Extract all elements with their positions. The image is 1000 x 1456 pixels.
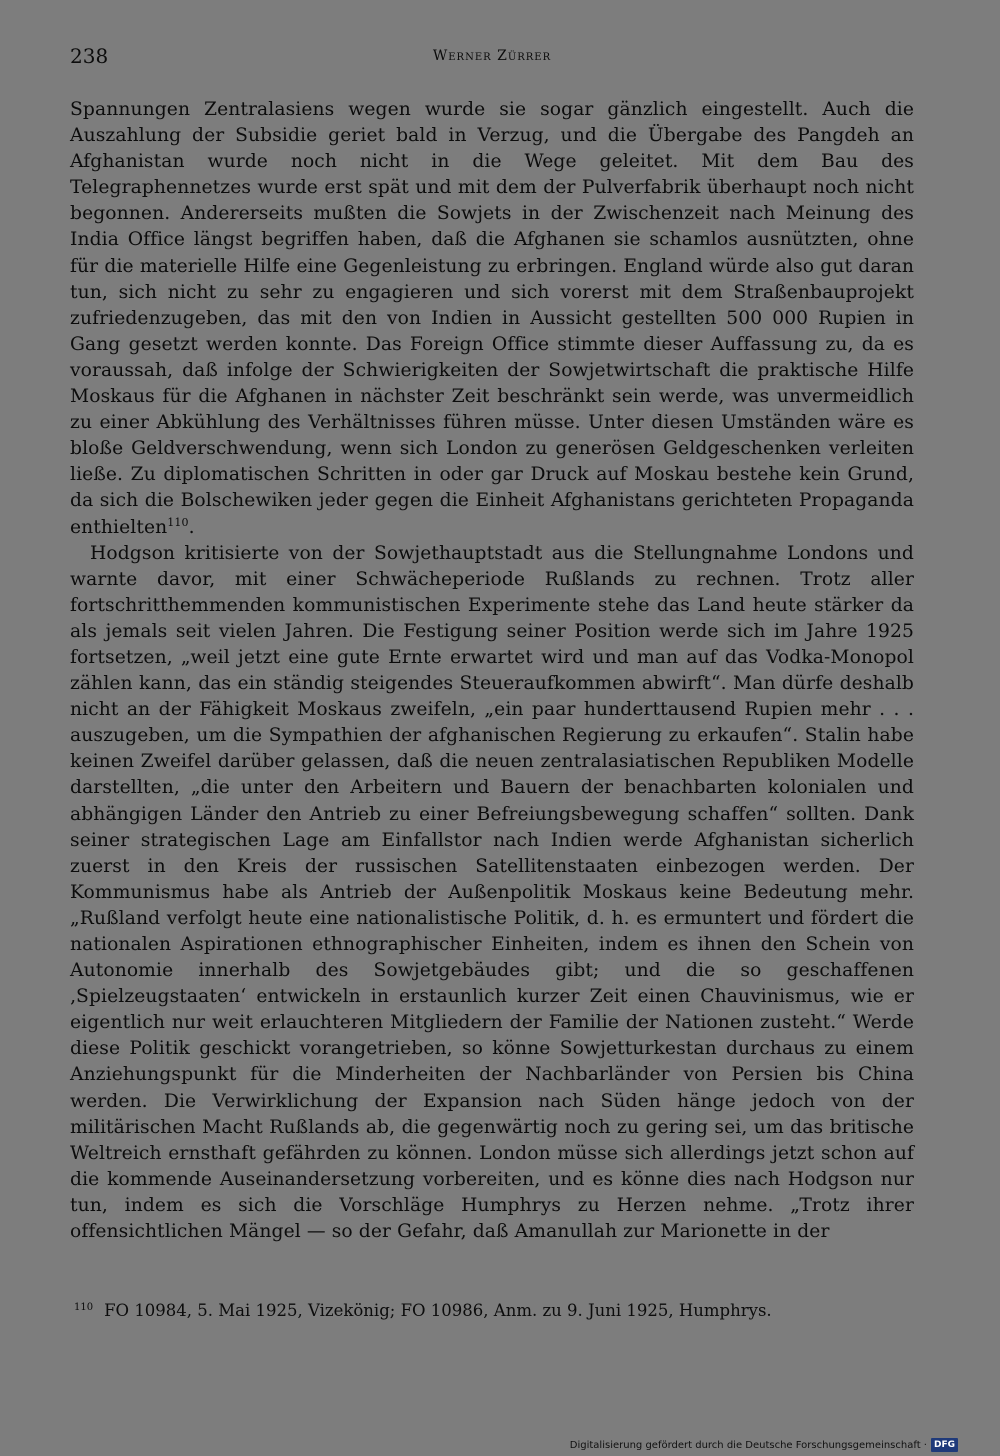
digitization-credit: [570, 1438, 958, 1452]
footnote-marker: 110: [74, 1302, 94, 1313]
paragraph-1: [70, 97, 914, 541]
running-head: Werner Zürrer: [432, 48, 552, 64]
body-text: [70, 97, 914, 1245]
page-header: [70, 44, 914, 74]
footnote-text: FO 10984, 5. Mai 1925, Vizekönig; FO 10986, Anm. zu 9. Juni 1925, Humphrys.: [104, 1301, 772, 1320]
footnote: [74, 1301, 914, 1320]
paragraph-1-text: Spannungen Zentralasiens wegen wurde sie sogar gänzlich eingestellt. Auch die Auszahlung der Subsidie geriet bald in Verzug, und die Übergabe des Pangdeh an Afghanistan wurde noch nicht in die Wege geleitet. Mit dem Bau des Telegraphennetzes wurde erst spät und mit dem der Pulverfabrik überhaupt noch nicht begonnen. Andererseits mußten die Sowjets in der Zwischenzeit nach Meinung des India Office längst begriffen haben, daß die Afghanen sie schamlos ausnützten, ohne für die materielle Hilfe eine Gegenleistung zu erbringen. England würde also gut daran tun, sich nicht zu sehr zu engagieren und sich vorerst mit dem Straßenbauprojekt zufriedenzugeben, das mit den von Indien in Aussicht gestellten 500 000 Rupien in Gang gesetzt werden konnte. Das Foreign Office stimmte dieser Auffassung zu, da es voraussah, daß infolge der Schwierigkeiten der Sowjetwirtschaft die praktische Hilfe Moskaus für die Afghanen in nächster Zeit beschränkt sein werde, was unvermeidlich zu einer Abkühlung des Verhältnisses führen müsse. Unter diesen Umständen wäre es bloße Geldverschwendung, wenn sich London zu generösen Geldgeschenken verleiten ließe. Zu diplomatischen Schritten in oder gar Druck auf Moskau bestehe kein Grund, da sich die Bolschewiken jeder gegen die Einheit Afghanistans gerichteten Propaganda enthielten: [70, 99, 914, 538]
footnote-reference[interactable]: 110: [167, 515, 189, 529]
page-number: 238: [70, 44, 109, 68]
paragraph-2: Hodgson kritisierte von der Sowjethauptstadt aus die Stellungnahme Londons und warnte davor, mit einer Schwächeperiode Rußlands zu rechnen. Trotz aller fortschritthemmenden kommunistischen Experimente stehe das Land heute stärker da als jemals seit vielen Jahren. Die Festigung seiner Position werde sich im Jahre 1925 fortsetzen, „weil jetzt eine gute Ernte erwartet wird und man auf das Vodka-Monopol zählen kann, das ein ständig steigendes Steueraufkommen abwirft“. Man dürfe deshalb nicht an der Fähigkeit Moskaus zweifeln, „ein paar hunderttausend Rupien mehr . . . auszugeben, um die Sympathien der afghanischen Regierung zu erkaufen“. Stalin habe keinen Zweifel darüber gelassen, daß die neuen zentralasiatischen Republiken Modelle darstellten, „die unter den Arbeitern und Bauern der benachbarten kolonialen und abhängigen Länder den Antrieb zu einer Befreiungsbewegung schaffen“ sollten. Dank seiner strategischen Lage am Einfallstor nach Indien werde Afghanistan sicherlich zuerst in den Kreis der russischen Satellitenstaaten einbezogen werden. Der Kommunismus habe als Antrieb der Außenpolitik Moskaus keine Bedeutung mehr. „Rußland verfolgt heute eine nationalistische Politik, d. h. es ermuntert und fördert die nationalen Aspirationen ethnographischer Einheiten, indem es ihnen den Schein von Autonomie innerhalb des Sowjetgebäudes gibt; und die so geschaffenen ‚Spielzeugstaaten‘ entwickeln in erstaunlich kurzer Zeit einen Chauvinismus, wie er eigentlich nur weit erlauchteren Mitgliedern der Familie der Nationen zusteht.“ Werde diese Politik geschickt vorangetrieben, so könne Sowjetturkestan durchaus zu einem Anziehungspunkt für die Minderheiten der Nachbarländer von Persien bis China werden. Die Verwirklichung der Expansion nach Süden hänge jedoch von der militärischen Macht Rußlands ab, die gegenwärtig noch zu gering sei, um das britische Weltreich ernsthaft gefährden zu können. London müsse sich allerdings jetzt schon auf die kommende Auseinandersetzung vorbereiten, und es könne dies nach Hodgson nur tun, indem es sich die Vorschläge Humphrys zu Herzen nehme. „Trotz ihrer offensichtlichen Mängel — so der Gefahr, daß Amanullah zur Marionette in der: [70, 542, 914, 1243]
credit-text: Digitalisierung gefördert durch die Deutsche Forschungsgemeinschaft ·: [569, 1439, 927, 1451]
paragraph-1-end: .: [188, 516, 195, 538]
dfg-logo-icon: DFG: [931, 1438, 958, 1452]
